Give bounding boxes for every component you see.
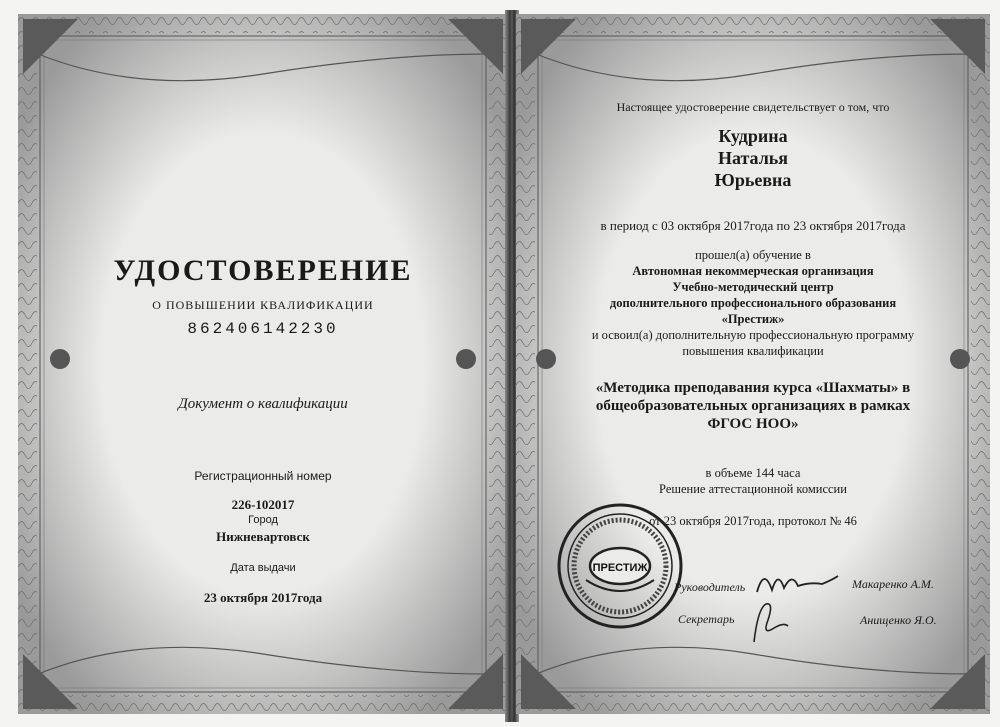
organization-seal-stamp: [556, 502, 684, 630]
course-title-line-2: общеобразовательных организациях в рамках: [595, 398, 911, 414]
director-signature: [752, 562, 842, 602]
document-type: Документ о квалификации: [178, 396, 348, 412]
certificate-subtitle: О ПОВЫШЕНИИ КВАЛИФИКАЦИИ: [152, 298, 374, 312]
registration-label: Регистрационный номер: [194, 469, 332, 483]
city-value: Нижневартовск: [216, 529, 310, 544]
holder-patronymic: Юрьевна: [714, 170, 792, 190]
certificate-title: УДОСТОВЕРЕНИЕ: [113, 254, 413, 287]
secretary-signature: [744, 598, 794, 648]
commission-decision: Решение аттестационной комиссии: [659, 482, 847, 496]
director-role: Руководитель: [674, 580, 746, 594]
issue-date-value: 23 октября 2017года: [203, 590, 323, 605]
director-name: Макаренко А.М.: [852, 577, 934, 591]
issue-date-label: Дата выдачи: [230, 562, 296, 574]
program-line-1: и освоил(а) дополнительную профессиональную программу: [591, 328, 915, 342]
organization-line-4: «Престиж»: [721, 312, 785, 326]
guilloche-border-left: [18, 14, 508, 714]
holder-surname: Кудрина: [718, 126, 788, 146]
secretary-role: Секретарь: [678, 612, 735, 626]
course-title-line-1: «Методика преподавания курса «Шахматы» в: [595, 380, 911, 396]
training-line: прошел(а) обучение в: [695, 248, 811, 262]
holder-first-name: Наталья: [717, 148, 789, 168]
stamp-text: ПРЕСТИЖ: [592, 562, 648, 574]
organization-line-2: Учебно-методический центр: [672, 280, 834, 294]
city-label: Город: [248, 514, 278, 526]
course-title-line-3: ФГОС НОО»: [707, 416, 799, 432]
intro-text: Настоящее удостоверение свидетельствует о том, что: [616, 100, 890, 114]
secretary-name: Анищенко Я.О.: [860, 613, 937, 627]
registration-number: 226-102017: [231, 497, 295, 512]
certificate-left-page: [18, 14, 508, 714]
organization-line-3: дополнительного профессионального образования: [609, 296, 897, 310]
certificate-right-page: [516, 14, 990, 714]
protocol-reference: от 23 октября 2017года, протокол № 46: [649, 514, 857, 528]
certificate-number: 862406142230: [187, 320, 339, 338]
training-period: в период с 03 октября 2017года по 23 октября 2017года: [600, 218, 906, 233]
organization-line-1: Автономная некоммерческая организация: [632, 264, 874, 278]
program-line-2: повышения квалификации: [682, 344, 824, 358]
course-volume: в объеме 144 часа: [705, 466, 801, 480]
